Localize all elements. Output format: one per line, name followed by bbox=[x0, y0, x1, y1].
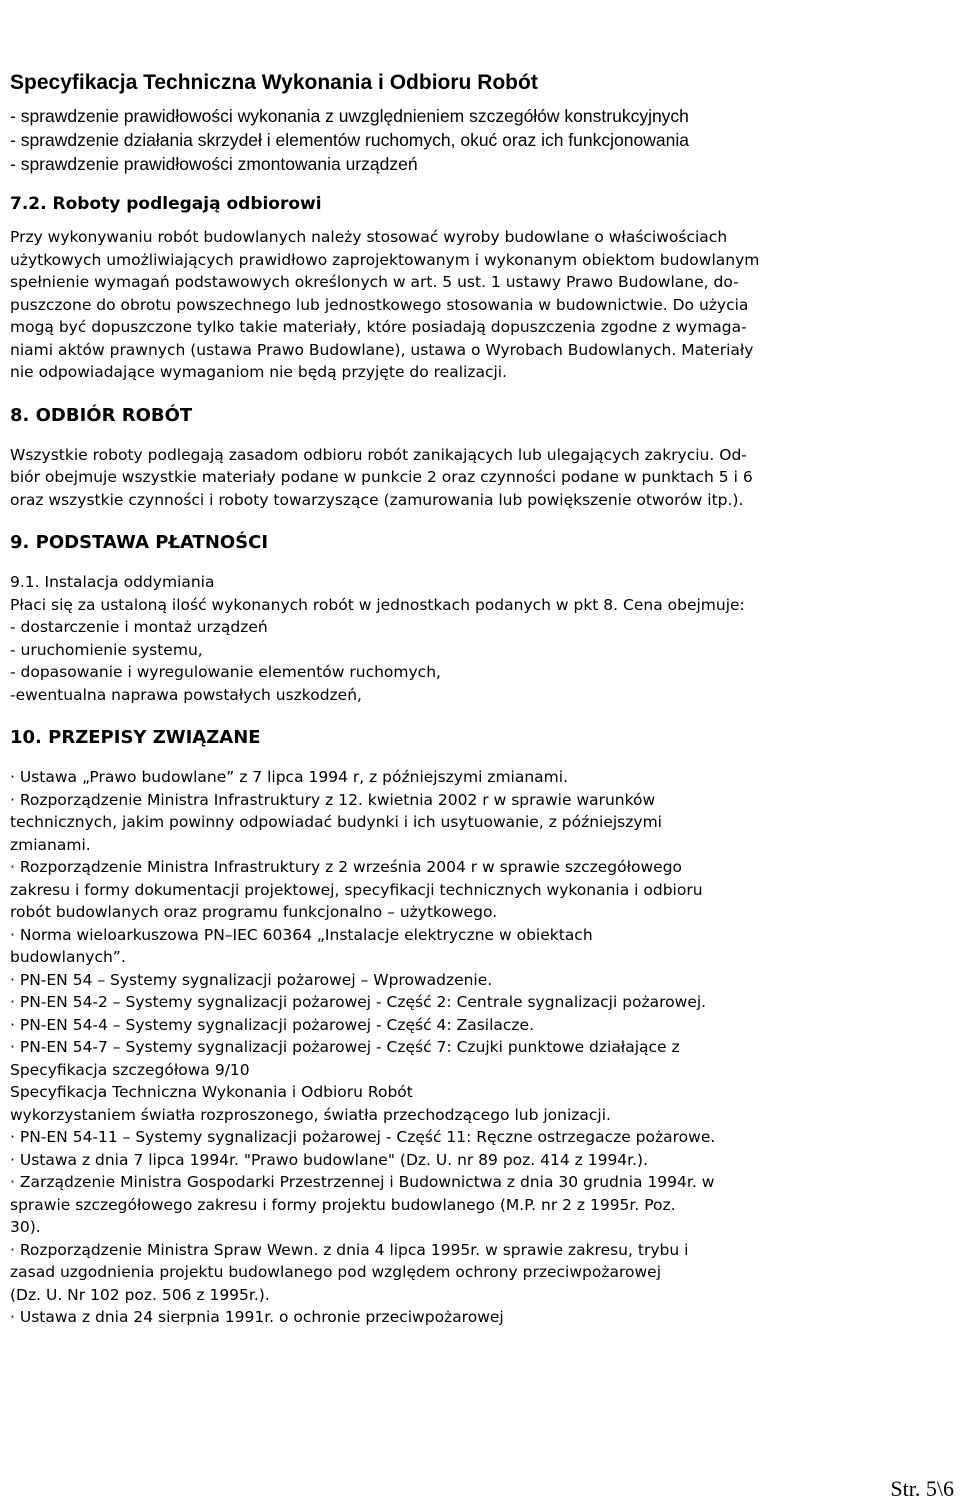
section-heading: 10. PRZEPISY ZWIĄZANE bbox=[10, 727, 261, 748]
paragraph-line: niami aktów prawnych (ustawa Prawo Budowlane), ustawa o Wyrobach Budowlanych. Materiały bbox=[10, 340, 754, 359]
list-item: · PN-EN 54-2 – Systemy sygnalizacji pożarowej - Część 2: Centrale sygnalizacji pożarowej. bbox=[10, 993, 707, 1011]
list-item: zakresu i formy dokumentacji projektowej, specyfikacji technicznych wykonania i odbioru bbox=[10, 880, 703, 899]
section-heading: 7.2. Roboty podlegają odbiorowi bbox=[10, 194, 322, 214]
document-title: Specyfikacja Techniczna Wykonania i Odbioru Robót bbox=[10, 71, 538, 94]
list-item: · Rozporządzenie Ministra Infrastruktury z 2 września 2004 r w sprawie szczegółowego bbox=[10, 858, 683, 876]
section-body bbox=[10, 444, 950, 512]
list-item: · Norma wieloarkuszowa PN–IEC 60364 „Instalacje elektryczne w obiektach bbox=[10, 925, 593, 944]
section-body bbox=[10, 766, 950, 1329]
list-item: Specyfikacja szczegółowa 9/10 bbox=[10, 1060, 250, 1079]
list-item: · Zarządzenie Ministra Gospodarki Przestrzennej i Budownictwa z dnia 30 grudnia 1994r. w bbox=[10, 1173, 715, 1191]
intro-line: - sprawdzenie prawidłowości zmontowania urządzeń bbox=[10, 154, 418, 174]
paragraph-line: spełnienie wymagań podstawowych określonych w art. 5 ust. 1 ustawy Prawo Budowlane, do- bbox=[10, 273, 739, 291]
list-item: - dopasowanie i wyregulowanie elementów ruchomych, bbox=[10, 663, 441, 681]
list-item: budowlanych”. bbox=[10, 948, 126, 966]
section-heading: 9. PODSTAWA PŁATNOŚCI bbox=[10, 532, 269, 553]
section-heading: 8. ODBIÓR ROBÓT bbox=[10, 404, 193, 426]
paragraph-line: puszczone do obrotu powszechnego lub jednostkowego stosowania w budownictwie. Do użycia bbox=[10, 295, 749, 314]
paragraph-line: 9.1. Instalacja oddymiania bbox=[10, 573, 215, 591]
list-item: 30). bbox=[10, 1218, 41, 1236]
list-item: sprawie szczegółowego zakresu i formy projektu budowlanego (M.P. nr 2 z 1995r. Poz. bbox=[10, 1195, 676, 1214]
intro-list bbox=[10, 104, 950, 176]
list-item: · PN-EN 54-7 – Systemy sygnalizacji pożarowej - Część 7: Czujki punktowe działające z bbox=[10, 1038, 680, 1056]
paragraph-line: nie odpowiadające wymaganiom nie będą przyjęte do realizacji. bbox=[10, 363, 508, 381]
list-item: · PN-EN 54-4 – Systemy sygnalizacji pożarowej - Część 4: Zasilacze. bbox=[10, 1015, 534, 1034]
paragraph-line: Przy wykonywaniu robót budowlanych należy stosować wyroby budowlane o właściwościach bbox=[10, 228, 728, 246]
section-body bbox=[10, 226, 950, 384]
section-body bbox=[10, 571, 950, 706]
section-9 bbox=[10, 531, 950, 706]
list-item: · Rozporządzenie Ministra Infrastruktury z 12. kwietnia 2002 r w sprawie warunków bbox=[10, 790, 656, 809]
section-8 bbox=[10, 404, 950, 512]
section-7-2 bbox=[10, 192, 950, 384]
intro-line: - sprawdzenie prawidłowości wykonania z uwzględnieniem szczegółów konstrukcyjnych bbox=[10, 106, 689, 126]
paragraph-line: Wszystkie roboty podlegają zasadom odbioru robót zanikających lub ulegających zakryciu. Od- bbox=[10, 445, 747, 464]
list-item: -ewentualna naprawa powstałych uszkodzeń, bbox=[10, 685, 362, 704]
paragraph-line: oraz wszystkie czynności i roboty towarzyszące (zamurowania lub powiększenie otworów itp.). bbox=[10, 490, 744, 509]
list-item: - uruchomienie systemu, bbox=[10, 640, 203, 659]
list-item: · Rozporządzenie Ministra Spraw Wewn. z dnia 4 lipca 1995r. w sprawie zakresu, trybu i bbox=[10, 1240, 689, 1259]
list-item: technicznych, jakim powinny odpowiadać budynki i ich usytuowanie, z późniejszymi bbox=[10, 813, 662, 831]
list-item: (Dz. U. Nr 102 poz. 506 z 1995r.). bbox=[10, 1285, 270, 1304]
list-item: - dostarczenie i montaż urządzeń bbox=[10, 618, 268, 636]
page-number: Str. 5\6 bbox=[890, 1476, 954, 1501]
list-item: wykorzystaniem światła rozproszonego, światła przechodzącego lub jonizacji. bbox=[10, 1105, 611, 1124]
document-page bbox=[10, 70, 950, 1329]
list-item: robót budowlanych oraz programu funkcjonalno – użytkowego. bbox=[10, 903, 498, 921]
paragraph-line: Płaci się za ustaloną ilość wykonanych robót w jednostkach podanych w pkt 8. Cena obejmuje: bbox=[10, 595, 745, 614]
list-item: zasad uzgodnienia projektu budowlanego pod względem ochrony przeciwpożarowej bbox=[10, 1263, 662, 1281]
list-item: · Ustawa „Prawo budowlane” z 7 lipca 1994 r, z późniejszymi zmianami. bbox=[10, 768, 568, 786]
section-10 bbox=[10, 726, 950, 1329]
intro-line: - sprawdzenie działania skrzydeł i elementów ruchomych, okuć oraz ich funkcjonowania bbox=[10, 130, 689, 150]
paragraph-line: mogą być dopuszczone tylko takie materiały, które posiadają dopuszczenia zgodne z wymaga- bbox=[10, 318, 747, 336]
list-item: · Ustawa z dnia 7 lipca 1994r. "Prawo budowlane" (Dz. U. nr 89 poz. 414 z 1994r.). bbox=[10, 1150, 649, 1169]
paragraph-line: biór obejmuje wszystkie materiały podane w punkcie 2 oraz czynności podane w punktach 5 i 6 bbox=[10, 468, 753, 486]
list-item: zmianami. bbox=[10, 835, 91, 854]
list-item: · PN-EN 54-11 – Systemy sygnalizacji pożarowej - Część 11: Ręczne ostrzegacze pożarowe. bbox=[10, 1128, 716, 1146]
list-item: · Ustawa z dnia 24 sierpnia 1991r. o ochronie przeciwpożarowej bbox=[10, 1308, 504, 1326]
paragraph-line: użytkowych umożliwiających prawidłowo zaprojektowanym i wykonanym obiektom budowlanym bbox=[10, 250, 760, 269]
list-item: · PN-EN 54 – Systemy sygnalizacji pożarowej – Wprowadzenie. bbox=[10, 970, 493, 989]
list-item: Specyfikacja Techniczna Wykonania i Odbioru Robót bbox=[10, 1083, 413, 1101]
